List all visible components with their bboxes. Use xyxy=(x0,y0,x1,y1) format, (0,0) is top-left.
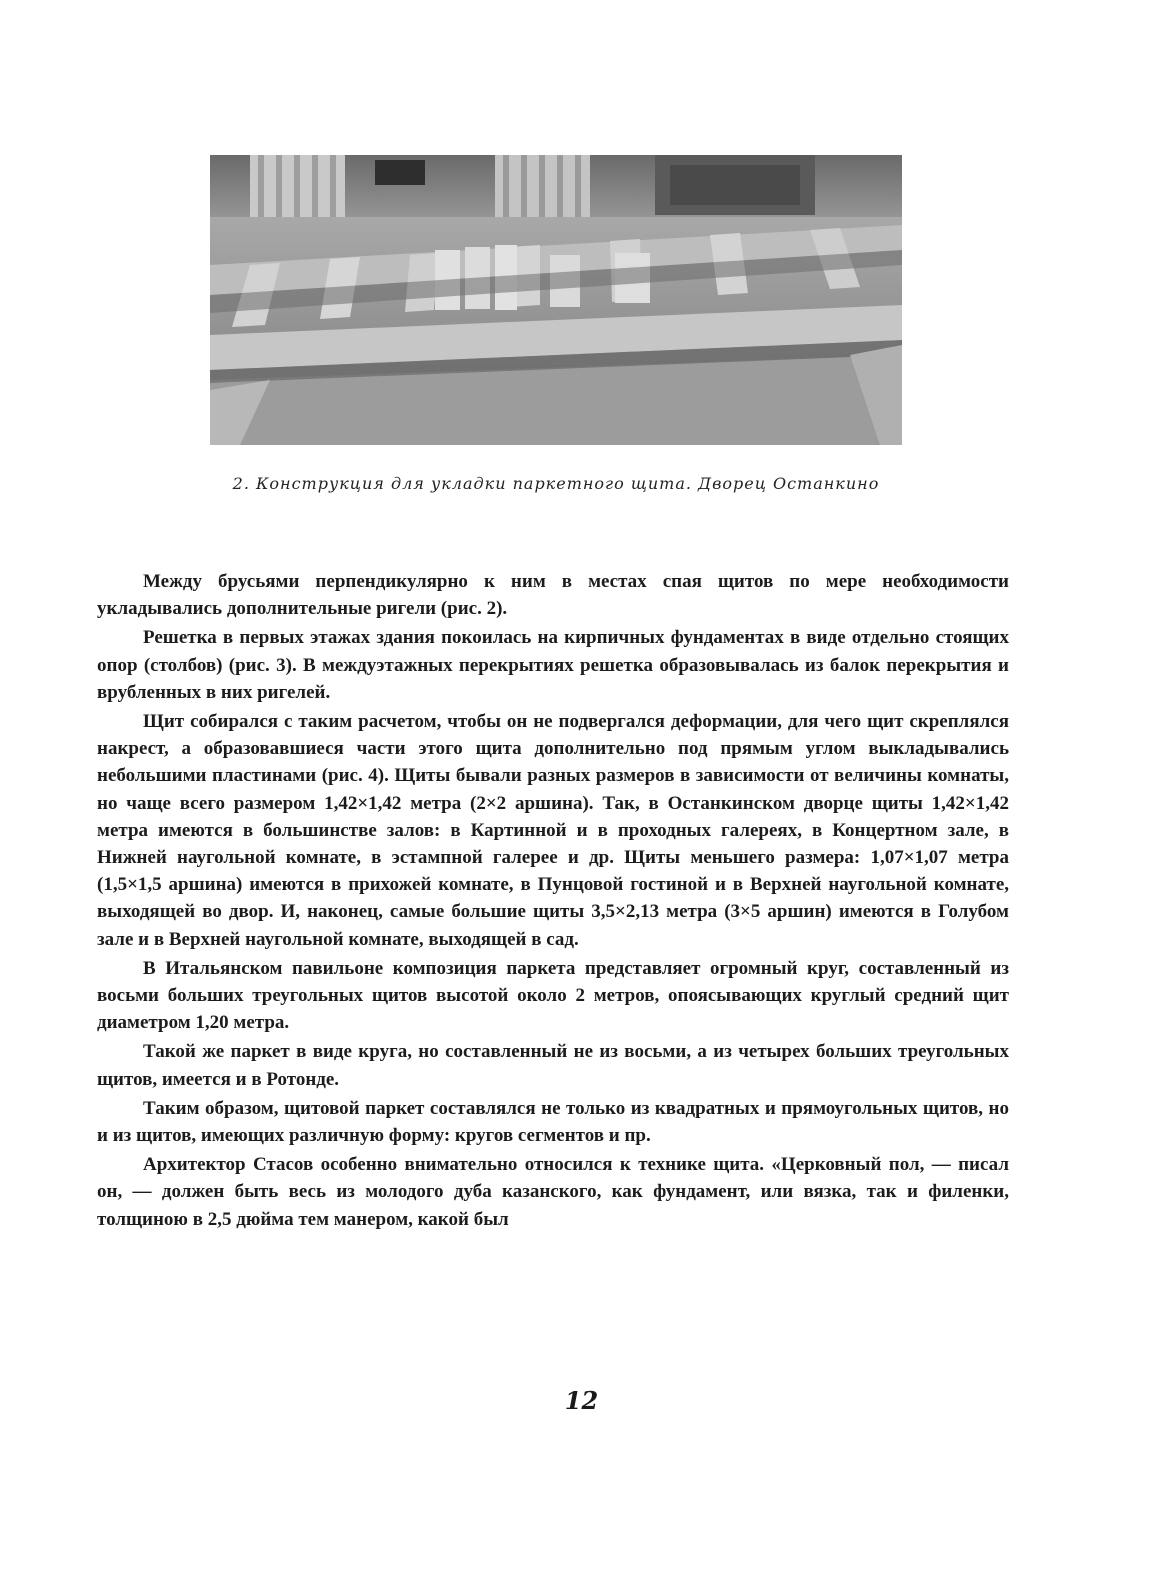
figure-caption: 2. Конструкция для укладки паркетного щита. Дворец Останкино xyxy=(232,474,880,493)
page-number: 12 xyxy=(564,1386,599,1415)
paragraph: Такой же паркет в виде круга, но составленный не из восьми, а из четырех больших треугольных щитов, имеется и в Ротонде. xyxy=(97,1041,1009,1090)
paragraph: Архитектор Стасов особенно внимательно относился к технике щита. «Церковный пол, — писал он, — должен быть весь из молодого дуба казанского, как фундамент, или вязка, так и филенки, толщиною в 2,5 дюйма тем манером, какой был xyxy=(97,1154,1009,1230)
paragraph: Щит собирался с таким расчетом, чтобы он не подвергался деформации, для чего щит скреплялся накрест, а образовавшиеся части этого щита дополнительно под прямым углом выкладывались небольшими пластинами (рис. 4). Щиты бывали разных размеров в зависимости от величины комнаты, но чаще всего размером 1,42×1,42 метра (2×2 аршина). Так, в Останкинском дворце щиты 1,42×1,42 метра имеются в большинстве залов: в Картинной и в проходных галереях, в Концертном зале, в Нижней наугольной комнате, в эстампной галерее и др. Щиты меньшего размера: 1,07×1,07 метра (1,5×1,5 аршина) имеются в прихожей комнате, в Пунцовой гостиной и в Верхней наугольной комнате, выходящей во двор. И, наконец, самые большие щиты 3,5×2,13 метра (3×5 аршин) имеются в Голубом зале и в Верхней наугольной комнате, выходящей в сад. xyxy=(97,711,1009,950)
paragraph: Решетка в первых этажах здания покоилась на кирпичных фундаментах в виде отдельно стоящих опор (столбов) (рис. 3). В междуэтажных перекрытиях решетка образовывалась из балок перекрытия и врубленных в них ригелей. xyxy=(97,627,1009,703)
paragraph: Между брусьями перпендикулярно к ним в местах спая щитов по мере необходимости укладывались дополнительные ригели (рис. 2). xyxy=(97,571,1009,620)
paragraph: В Итальянском павильоне композиция паркета представляет огромный круг, составленный из восьми больших треугольных щитов высотой около 2 метров, опоясывающих круглый средний щит диаметром 1,20 метра. xyxy=(97,957,1009,1034)
figure-photo xyxy=(210,155,902,445)
paragraph: Таким образом, щитовой паркет составлялся не только из квадратных и прямоугольных щитов, но и из щитов, имеющих различную форму: кругов сегментов и пр. xyxy=(97,1097,1009,1147)
article-body xyxy=(97,568,1009,1235)
